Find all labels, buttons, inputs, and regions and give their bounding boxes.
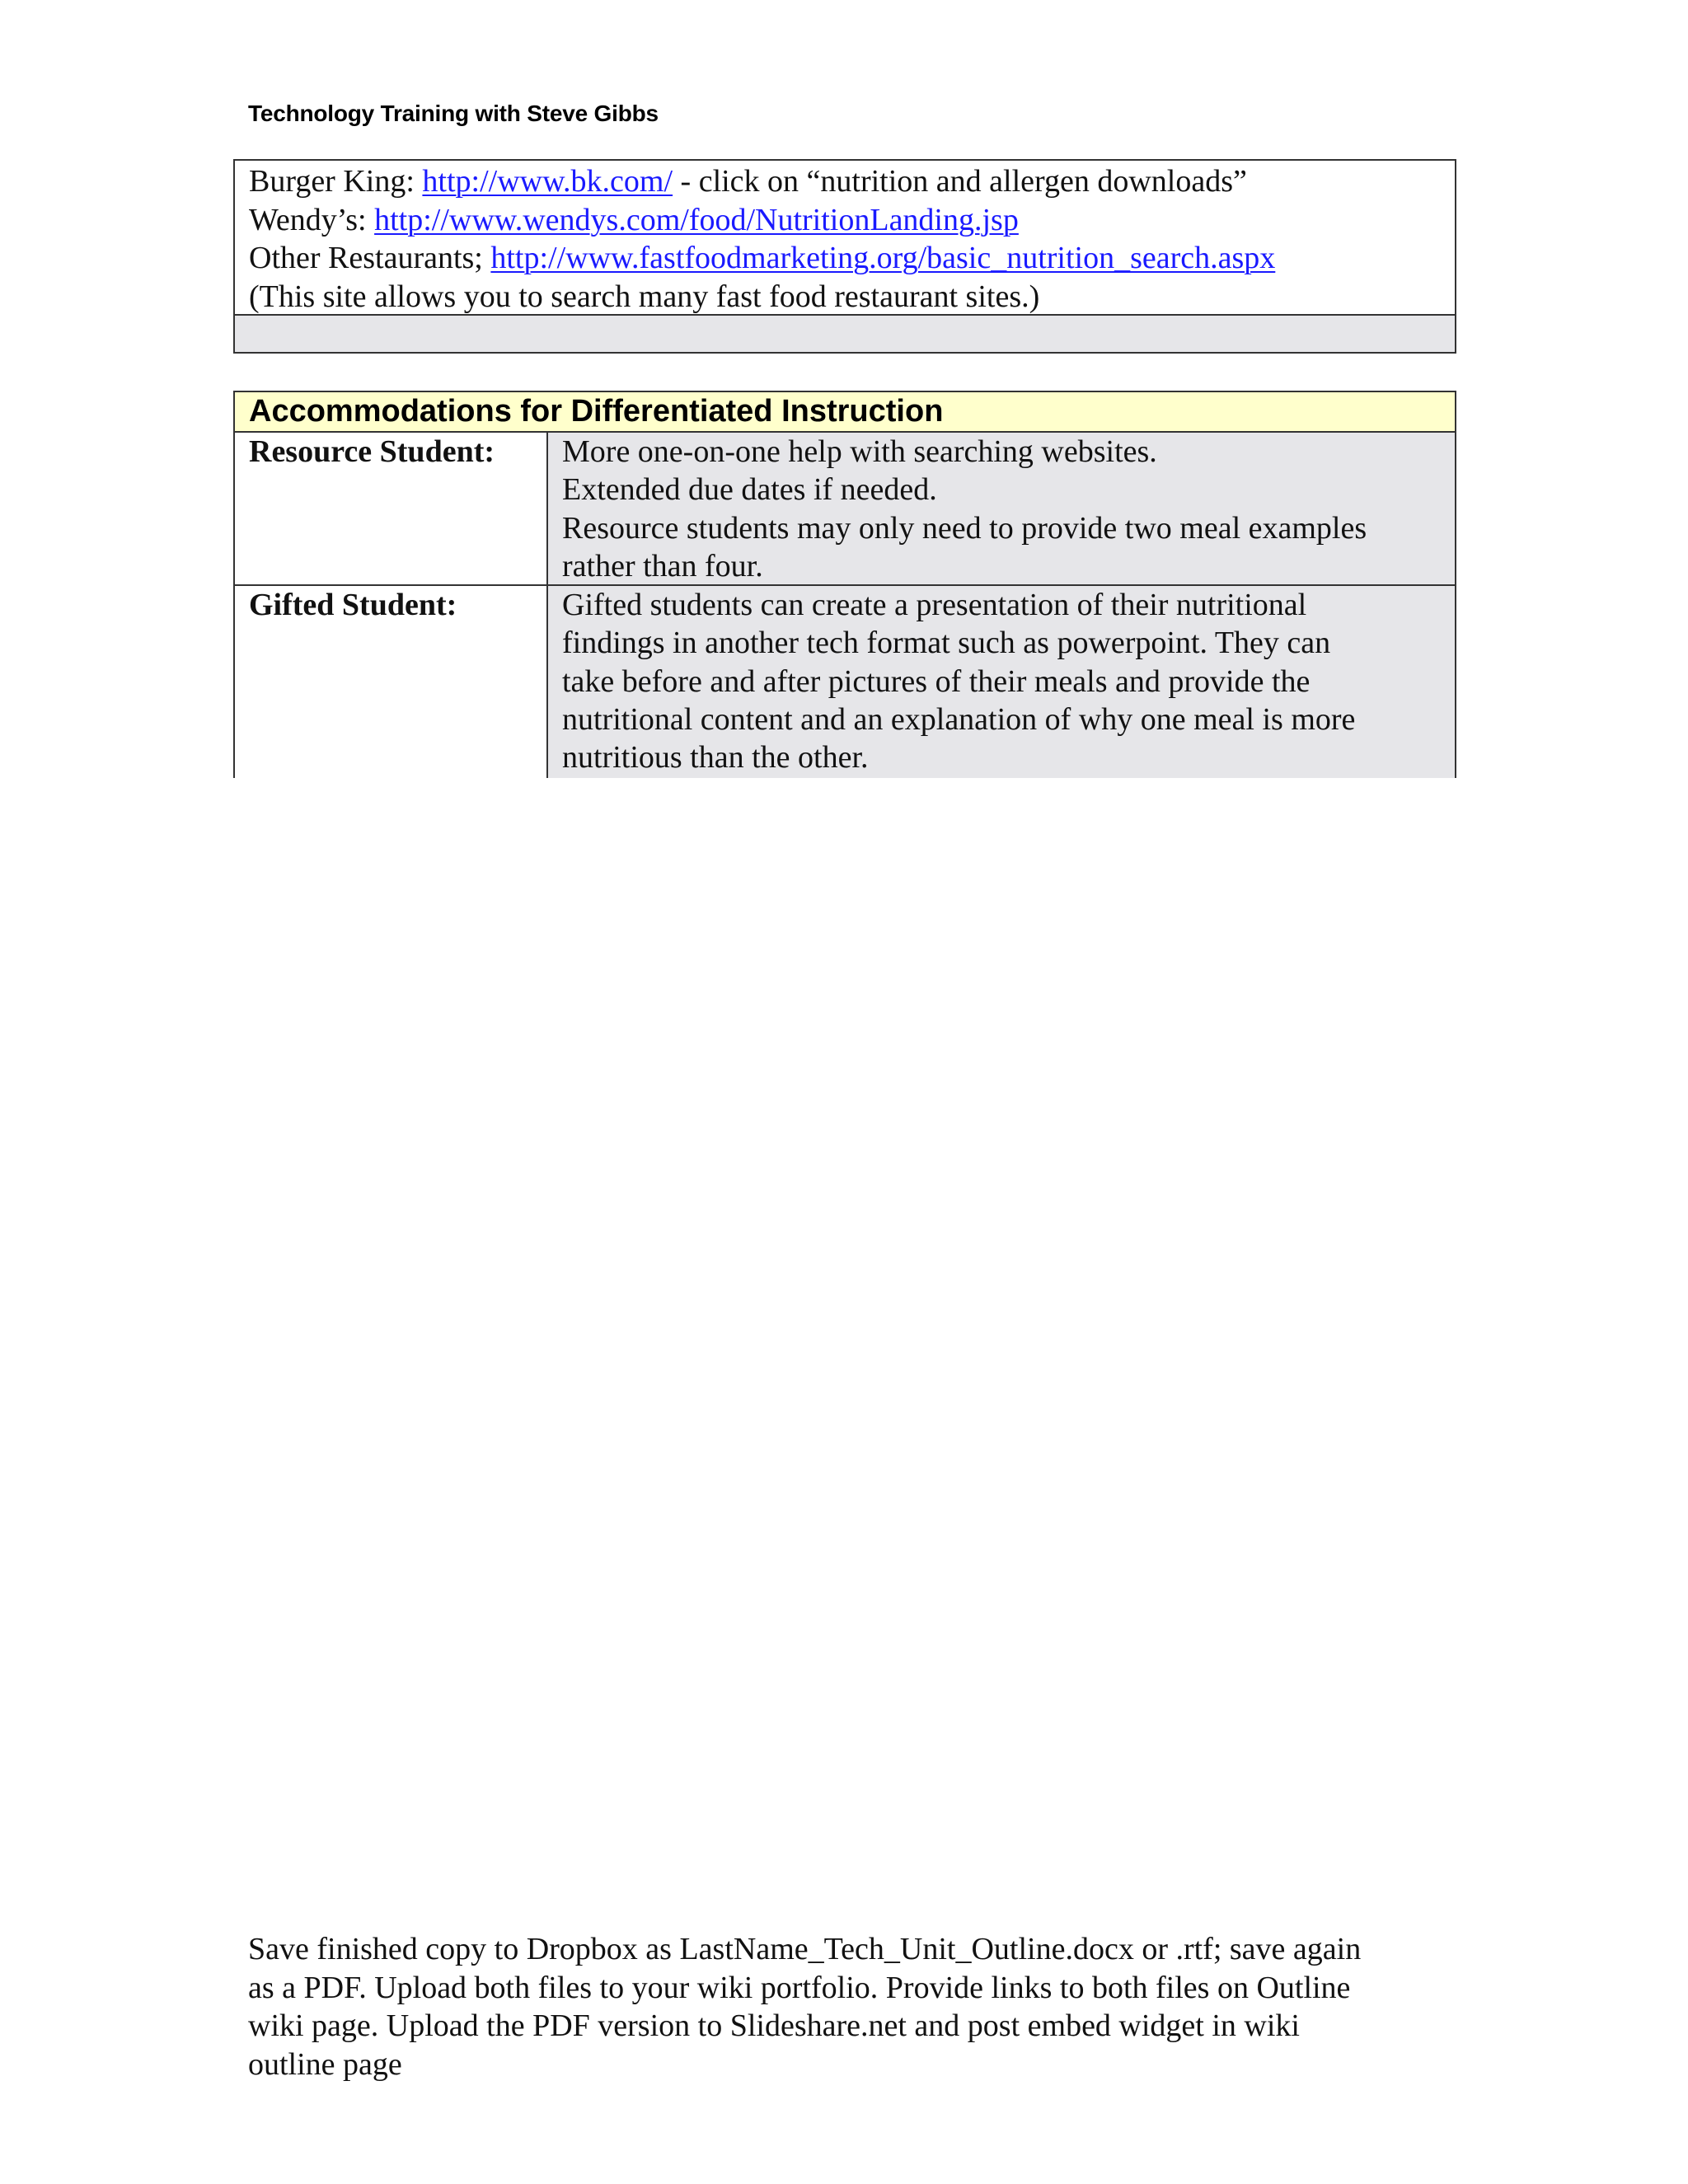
other-restaurants-link[interactable]: http://www.fastfoodmarketing.org/basic_nutrition_search.aspx bbox=[490, 241, 1276, 275]
gifted-line: nutritious than the other. bbox=[562, 740, 869, 776]
page-header: Technology Training with Steve Gibbs bbox=[248, 101, 659, 126]
accommodations-title: Accommodations for Differentiated Instruction bbox=[235, 392, 1455, 433]
resource-line: rather than four. bbox=[562, 548, 763, 583]
footer-line: wiki page. Upload the PDF version to Slideshare.net and post embed widget in wiki bbox=[248, 2008, 1300, 2043]
resource-line: Resource students may only need to provide two meal examples bbox=[562, 510, 1367, 546]
link-line-burger-king bbox=[249, 162, 1455, 201]
accommodations-table bbox=[233, 391, 1456, 778]
resource-student-label: Resource Student: bbox=[235, 433, 548, 584]
footer-instructions bbox=[248, 1930, 1468, 2083]
wendys-link[interactable]: http://www.wendys.com/food/NutritionLanding.jsp bbox=[374, 202, 1019, 237]
burger-king-link[interactable]: http://www.bk.com/ bbox=[422, 164, 673, 199]
burger-king-label: Burger King: bbox=[249, 164, 423, 199]
table-row-resource-student bbox=[235, 433, 1455, 586]
gifted-student-accommodations bbox=[548, 586, 1455, 778]
other-restaurants-label: Other Restaurants; bbox=[249, 241, 491, 275]
links-box-empty-shaded-row bbox=[235, 314, 1455, 352]
resource-student-accommodations bbox=[548, 433, 1455, 584]
resource-line: More one-on-one help with searching websites. bbox=[562, 434, 1157, 469]
link-line-wendys bbox=[249, 201, 1455, 240]
footer-line: Save finished copy to Dropbox as LastName_Tech_Unit_Outline.docx or .rtf; save again bbox=[248, 1932, 1362, 1966]
gifted-line: findings in another tech format such as powerpoint. They can bbox=[562, 626, 1331, 661]
restaurant-links-list bbox=[235, 161, 1455, 314]
footer-line: outline page bbox=[248, 2046, 402, 2082]
restaurant-links-box bbox=[233, 159, 1456, 354]
resource-line: Extended due dates if needed. bbox=[562, 472, 937, 508]
gifted-line: nutritional content and an explanation of why one meal is more bbox=[562, 701, 1356, 737]
wendys-label: Wendy’s: bbox=[249, 202, 375, 237]
gifted-student-label: Gifted Student: bbox=[235, 586, 548, 778]
gifted-line: Gifted students can create a presentation of their nutritional bbox=[562, 588, 1307, 622]
burger-king-instructions: - click on “nutrition and allergen downloads” bbox=[673, 164, 1247, 199]
link-line-other-restaurants bbox=[249, 239, 1455, 278]
link-note: (This site allows you to search many fast food restaurant sites.) bbox=[249, 279, 1040, 314]
gifted-line: take before and after pictures of their meals and provide the bbox=[562, 663, 1311, 699]
footer-line: as a PDF. Upload both files to your wiki portfolio. Provide links to both files on Outline bbox=[248, 1970, 1351, 2005]
table-row-gifted-student bbox=[235, 586, 1455, 778]
